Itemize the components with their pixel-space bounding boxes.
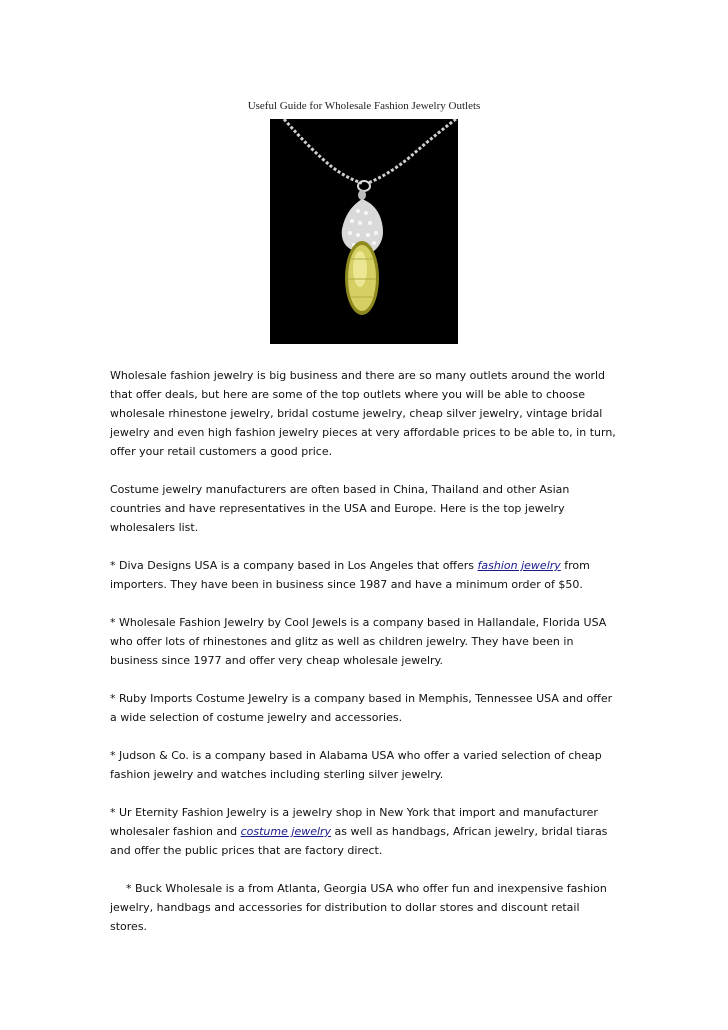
paragraph-diva-designs <box>110 556 620 594</box>
paragraph-text: as well as handbags, African jewelry, bridal tiaras and offer the public prices that are factory direct. <box>110 825 608 857</box>
paragraph-buck-wholesale: * Buck Wholesale is a from Atlanta, Georgia USA who offer fun and inexpensive fashion jewelry, handbags and accessories for distribution to dollar stores and discount retail stores. <box>110 882 607 933</box>
paragraph-text: * Ur Eternity Fashion Jewelry is a jewelry shop in New York that import and manufacturer wholesaler fashion and <box>110 806 598 838</box>
paragraph-judson: * Judson & Co. is a company based in Alabama USA who offer a varied selection of cheap fashion jewelry and watches including sterling silver jewelry. <box>110 749 602 781</box>
article-body <box>110 366 620 955</box>
pendant-necklace-image <box>270 119 458 344</box>
paragraph-ruby-imports: * Ruby Imports Costume Jewelry is a company based in Memphis, Tennessee USA and offer a wide selection of costume jewelry and accessories. <box>110 692 613 724</box>
paragraph-text: from importers. They have been in business since 1987 and have a minimum order of $50. <box>110 559 590 591</box>
paragraph-cool-jewels: * Wholesale Fashion Jewelry by Cool Jewels is a company based in Hallandale, Florida USA who offer lots of rhinestones and glitz as well as children jewelry. They have been in business since 1977 and offer very cheap wholesale jewelry. <box>110 616 607 667</box>
paragraph-text: * Diva Designs USA is a company based in Los Angeles that offers <box>110 559 478 572</box>
costume-jewelry-link[interactable]: costume jewelry <box>240 825 332 838</box>
document-title: Useful Guide for Wholesale Fashion Jewelry Outlets <box>247 100 481 112</box>
paragraph-manufacturers: Costume jewelry manufacturers are often based in China, Thailand and other Asian countries and have representatives in the USA and Europe. Here is the top jewelry wholesalers list. <box>110 483 570 534</box>
paragraph-ur-eternity <box>110 803 620 860</box>
fashion-jewelry-link[interactable]: fashion jewelry <box>477 559 561 572</box>
paragraph-intro: Wholesale fashion jewelry is big business and there are so many outlets around the world that offer deals, but here are some of the top outlets where you will be able to choose wholesale rhinestone jewelry, bridal costume jewelry, cheap silver jewelry, vintage bridal jewelry and even high fashion jewelry pieces at very affordable prices to be able to, in turn, offer your retail customers a good price. <box>110 369 616 458</box>
